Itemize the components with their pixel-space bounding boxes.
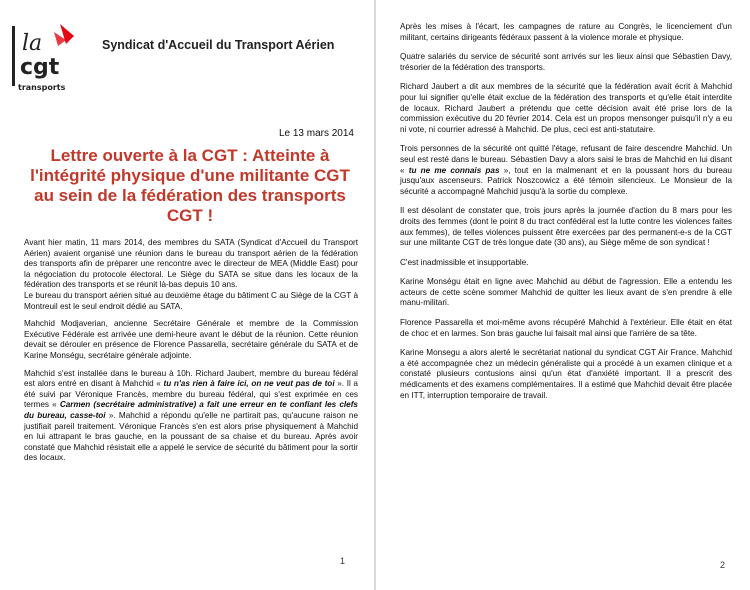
paragraph: C'est inadmissible et insupportable. <box>400 257 529 267</box>
text-span: », tout en la malmenant et en la poussant hors du bureau jusqu'aux ascenseurs. Patrick Noszcowicz a été témoin silencieux. Le Monsieur de la sécurité a accompagné Mahchid jusqu'à la sortie du complexe. <box>400 165 732 196</box>
logo-text-cgt: cgt <box>20 55 60 80</box>
quoted-speech: tu n'as rien à faire ici, on ne veut pas de toi <box>163 379 335 389</box>
paragraph: Karine Monsegu a alors alerté le secrétariat national du syndicat CGT Air France. Mahchid a été accompagnée chez un médecin généraliste qui a procédé à un examen clinique et a constaté plusieurs contusions ainsi qu'un état d'anxiété important. Il a prescrit des médicaments et des examens complémentaires. Il a estimé que Mahchid devait être placée en ITT, interruption temporaire de travail. <box>400 348 732 400</box>
page-2 <box>376 0 750 590</box>
cgt-transports-logo <box>10 22 76 96</box>
paragraph: Le bureau du transport aérien situé au deuxième étage du bâtiment C au Siège de la CGT à Montreuil est le seul endroit dédié au SATA. <box>24 290 358 311</box>
paragraph: Quatre salariés du service de sécurité sont arrivés sur les lieux ainsi que Sébastien Davy, trésorier de la fédération des transports. <box>400 52 732 72</box>
paragraph: Mahchid Modjaverian, ancienne Secrétaire Générale et membre de la Commission Exécutive Fédérale est arrivée une demi-heure avant le début de la réunion. Cette réunion devait se dérouler en présence de Florence Passarella, secrétaire générale du SATA et de Karine Monségu, secrétaire générale adjointe. <box>24 319 358 360</box>
text-span: ». Mahchid a répondu qu'elle ne partirait pas, qu'aucune raison ne justifiait pareil traitement. Véronique Francès s'en est alors prise physiquement à Mahchid en lui attrapant le bras gauche, en la poussant de sa chaise et du bureau. Après avoir constaté que Mahchid résistait elle a appelé le service de sécurité du bâtiment pour la sortir des locaux. <box>24 410 359 463</box>
page-number: 1 <box>340 556 346 566</box>
quoted-speech: Carmen (secrétaire administrative) a fait une erreur en te confiant les clefs du bureau, casse-toi <box>24 400 358 420</box>
logo-text-la: la <box>22 31 43 56</box>
page-number: 2 <box>720 560 726 570</box>
letter-title: Lettre ouverte à la CGT : Atteinte à l'intégrité physique d'une militante CGT au sein de la fédération des transports CGT ! <box>30 146 350 225</box>
paragraph: Richard Jaubert a dit aux membres de la sécurité que la fédération avait écrit à Mahchid pour lui signifier qu'elle était exclue de la fédération des transports et qu'elle était interdite de locaux. Richard Jaubert a prétendu que cette décision avait été prise lors de la commission exécutive du 20 février 2014. Cela est un propos mensonger puisqu'il n'y a eu ni vote, ni courrier adressé à Mahchid. De plus, ceci est anti-statutaire. <box>400 82 732 134</box>
text-span: ». Il a été suivi par Véronique Francès, membre du bureau fédéral, qui s'est exprimée en ces termes « <box>24 379 358 410</box>
paragraph: Avant hier matin, 11 mars 2014, des membres du SATA (Syndicat d'Accueil du Transport Aérien) avaient organisé une réunion dans le bureau du transport aérien de la fédération des transports afin de préparer une rencontre avec le directeur de MEA (Middle East) pour la négociation du protocole électoral. Le Siège du SATA se situe dans les locaux de la fédération des transports et se réunit là-bas depuis 10 ans. <box>24 238 358 290</box>
paragraph <box>400 144 732 197</box>
paragraph: Il est désolant de constater que, trois jours après la journée d'action du 8 mars pour les droits des femmes (dont le point 8 du tract confédéral est la lutte contre les violences faites aux femmes), de telles violences puissent être exercées par des permanent-e-s de la CGT sur une militante CGT de très longue date (30 ans), au Siège même de son syndicat ! <box>400 206 732 248</box>
logo-text-transports: transports <box>18 83 66 92</box>
paragraph: Après les mises à l'écart, les campagnes de rature au Congrès, le licenciement d'un militant, certains dirigeants fédéraux passent à la violence morale et physique. <box>400 22 732 42</box>
organization-name: Syndicat d'Accueil du Transport Aérien <box>102 38 335 52</box>
text-span: Trois personnes de la sécurité ont quitté l'étage, refusant de faire descendre Mahchid. Un seul est resté dans le bureau. Sébastien Davy a alors saisi le bras de Mahchid en lui disant « <box>400 144 732 175</box>
text-span: Mahchid s'est installée dans le bureau à 10h. Richard Jaubert, membre du bureau fédéral est alors entré en disant à Mahchid « <box>24 368 358 389</box>
paragraph: Karine Monségu était en ligne avec Mahchid au début de l'agression. Elle a entendu les acteurs de cette scène sommer Mahchid de quitter les lieux avant de s'en prendre à elle manu-militari. <box>400 277 732 308</box>
letter-date: Le 13 mars 2014 <box>278 128 354 139</box>
paragraph: Florence Passarella et moi-même avons récupéré Mahchid à l'extérieur. Elle était en état de choc et en larmes. Son bras gauche lui faisait mal ainsi que l'arrière de sa tête. <box>400 318 732 338</box>
quoted-speech: tu ne me connais pas <box>408 165 500 175</box>
paragraph <box>24 369 358 464</box>
page-2-body <box>400 22 732 410</box>
page-1-body <box>24 238 358 471</box>
page-1 <box>0 0 374 590</box>
